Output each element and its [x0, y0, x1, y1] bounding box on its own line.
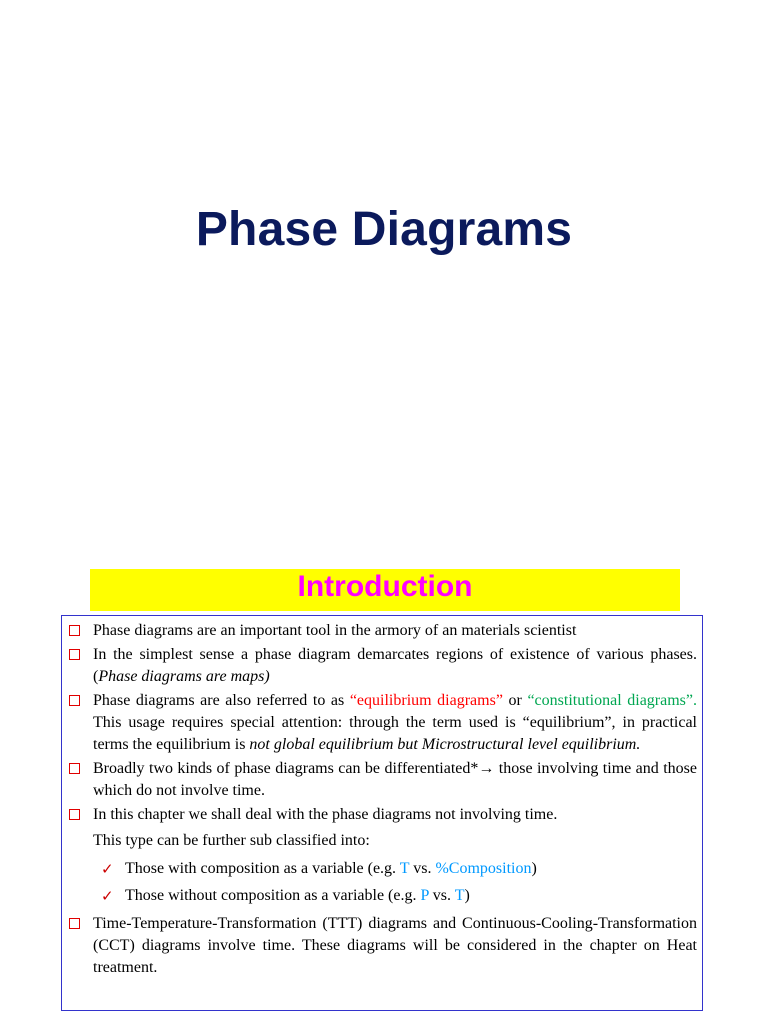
equilibrium-diagrams-text: “equilibrium diagrams” [349, 692, 503, 709]
checkbox-bullet-icon [69, 763, 80, 774]
checkbox-bullet-icon [69, 918, 80, 929]
check-item [67, 858, 697, 880]
bullet-text: Phase diagrams are also referred to as [93, 692, 350, 709]
bullet-text: Time-Temperature-Transformation (TTT) diagrams and Continuous-Cooling-Transformation (CCT) diagrams involve time. These diagrams will be considered in the chapter on Heat treatment. [93, 915, 697, 976]
check-text: vs. [428, 887, 455, 904]
check-text: vs. [409, 860, 436, 877]
checkmark-icon: ✓ [101, 887, 114, 905]
bullet-text: Broadly two kinds of phase diagrams can be differentiated*→ those involving time and those which do not involve time. [93, 760, 697, 799]
page-title: Phase Diagrams [195, 203, 573, 256]
variable-p: P [420, 887, 429, 904]
check-text: ) [464, 887, 470, 904]
list-item [67, 644, 697, 688]
constitutional-diagrams-text: “constitutional diagrams”. [527, 692, 697, 709]
bullet-list [67, 620, 697, 981]
section-heading: Introduction [297, 570, 473, 603]
bullet-text: or [502, 692, 528, 709]
checkbox-bullet-icon [69, 649, 80, 660]
check-text: Those with composition as a variable (e.g. [125, 860, 400, 877]
check-text: ) [531, 860, 537, 877]
sub-intro-line: This type can be further sub classified into: [93, 832, 370, 849]
section-heading-bar [90, 569, 680, 611]
bullet-italic-text: not global equilibrium but Microstructural level equilibrium. [249, 736, 641, 753]
list-item [67, 804, 697, 826]
bullet-italic-text: Phase diagrams are maps) [98, 668, 270, 685]
variable-composition: %Composition [435, 860, 532, 877]
bullet-text: In this chapter we shall deal with the phase diagrams not involving time. [93, 806, 558, 823]
check-text: Those without composition as a variable (e.g. [125, 887, 421, 904]
check-item [67, 885, 697, 907]
list-item [67, 913, 697, 979]
checkbox-bullet-icon [69, 809, 80, 820]
checkbox-bullet-icon [69, 625, 80, 636]
list-item [67, 758, 697, 802]
list-item [67, 620, 697, 642]
bullet-text: This usage requires special attention: through the term used is “equilibrium”, in practical terms the equilibrium is [93, 714, 697, 753]
list-item [67, 690, 697, 756]
bullet-text: Phase diagrams are an important tool in the armory of an materials scientist [93, 622, 577, 639]
bullet-text: In the simplest sense a phase diagram demarcates regions of existence of various phases. ( [93, 646, 697, 685]
checkmark-icon: ✓ [101, 860, 114, 878]
variable-t: T [454, 887, 465, 904]
checkbox-bullet-icon [69, 695, 80, 706]
variable-t: T [399, 860, 410, 877]
